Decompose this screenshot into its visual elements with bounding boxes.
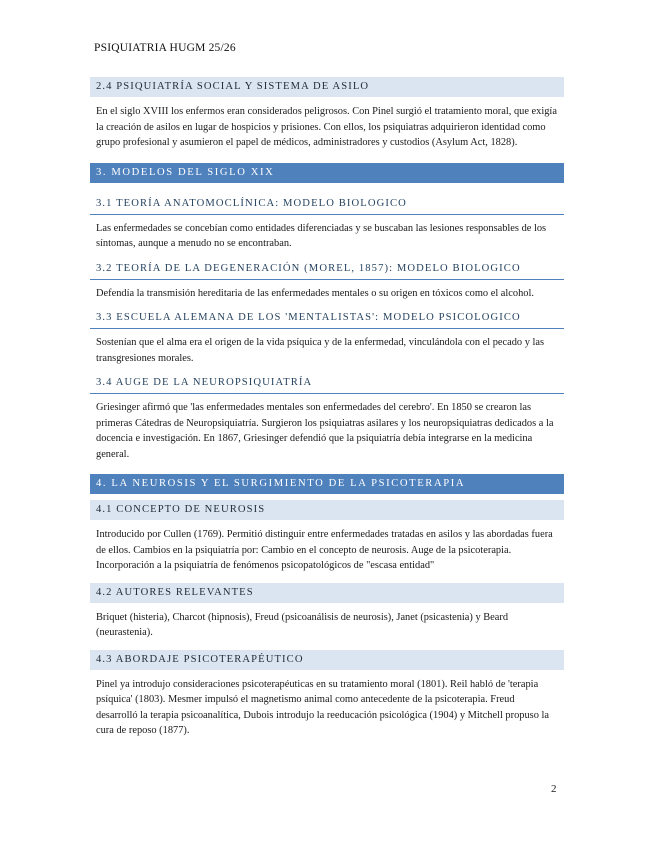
section-heading-4-3: 4.3 ABORDAJE PSICOTERAPÉUTICO (90, 650, 564, 670)
section-text-4-1: Introducido por Cullen (1769). Permitió distinguir entre enfermedades tratadas en asilos y las abordadas fuera de ellos. Cambios en la psiquiatría por: Cambio en el concepto de neurosis. Auge de la psicoterapia. Incorporación a la psiquiatría de fenómenos psicopatológicos de "escasa entidad" (96, 529, 553, 571)
section-heading-3-3: 3.3 ESCUELA ALEMANA DE LOS 'MENTALISTAS': MODELO PSICOLOGICO (90, 311, 564, 329)
page-header: PSIQUIATRIA HUGM 25/26 (94, 42, 236, 54)
section-text-4-2: Briquet (histeria), Charcot (hipnosis), Freud (psicoanálisis de neurosis), Janet (psicastenia) y Beard (neurastenia). (96, 611, 509, 638)
document-body (90, 77, 564, 739)
section-heading-3-1: 3.1 TEORÍA ANATOMOCLÍNICA: MODELO BIOLOGICO (90, 197, 564, 215)
section-text-3-3: Sostenían que el alma era el origen de la vida psíquica y de la enfermedad, vinculándola con el pecado y las transgresiones morales. (96, 337, 545, 364)
section-heading-4: 4. LA NEUROSIS Y EL SURGIMIENTO DE LA PSICOTERAPIA (90, 474, 564, 494)
page-number: 2 (551, 783, 557, 795)
section-text-3-4: Griesinger afirmó que 'las enfermedades mentales son enfermedades del cerebro'. En 1850 se crearon las primeras Cátedras de Neuropsiquiatría. Surgieron los psiquiatras asilares y los neuropsiquiatras dedicados a la docencia e investigación. En 1867, Griesinger defendió que la psiquiatría debía integrarse en la medicina general. (96, 402, 554, 460)
section-heading-4-1: 4.1 CONCEPTO DE NEUROSIS (90, 500, 564, 520)
section-text-3-2: Defendía la transmisión hereditaria de las enfermedades mentales o su origen en tóxicos como el alcohol. (96, 287, 534, 299)
section-text-2-4: En el siglo XVIII los enfermos eran considerados peligrosos. Con Pinel surgió el tratamiento moral, que exigía la creación de asilos en lugar de hospicios y prisiones. Con ellos, los psiquiatras adquirieron identidad como grupo profesional y asumieron el papel de médicos, administradores y custodios (Asylum Act, 1828). (96, 106, 557, 148)
section-heading-4-2: 4.2 AUTORES RELEVANTES (90, 583, 564, 603)
section-heading-3-4: 3.4 AUGE DE LA NEUROPSIQUIATRÍA (90, 376, 564, 394)
section-text-3-1: Las enfermedades se concebían como entidades diferenciadas y se buscaban las lesiones responsables de los síntomas, aunque a menudo no se encontraban. (96, 222, 547, 249)
section-heading-3-2: 3.2 TEORÍA DE LA DEGENERACIÓN (MOREL, 1857): MODELO BIOLOGICO (90, 262, 564, 280)
section-heading-2-4: 2.4 PSIQUIATRÍA SOCIAL Y SISTEMA DE ASILO (90, 77, 564, 97)
section-text-4-3: Pinel ya introdujo consideraciones psicoterapéuticas en su tratamiento moral (1801). Reil habló de 'terapia psíquica' (1803). Mesmer impulsó el magnetismo animal como antecedente de la psicoterapia. Freud desarrolló la terapia psicoanalítica, Dubois introdujo la reeducación psicológica (1904) y Mitchell propuso la cura de reposo (1877). (96, 678, 550, 736)
section-heading-3: 3. MODELOS DEL SIGLO XIX (90, 163, 564, 183)
